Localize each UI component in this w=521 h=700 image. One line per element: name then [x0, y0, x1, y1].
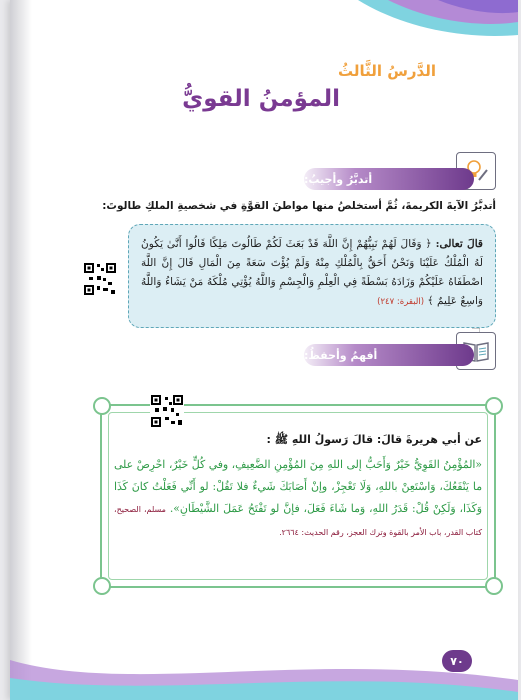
- hadith-source: مسلم، الصحيح، كتاب القدر، باب الأمر بالقوة وترك العجز، رقم الحديث: ٢٦٦٤.: [114, 505, 482, 537]
- section-heading-reflect: أتدبَّرُ وأجيبُ:: [304, 168, 474, 190]
- verse-text: ﴿ وَقَالَ لَهُمْ نَبِيُّهُمْ إِنَّ اللَّهَ قَدْ بَعَثَ لَكُمْ طَالُوتَ مَلِكًا قَالُوا أَنَّىٰ يَكُونُ لَهُ الْمُلْكُ عَلَيْنَا وَنَحْنُ أَحَقُّ بِالْمُلْكِ مِنْهُ وَلَمْ يُؤْتَ سَعَةً مِنَ الْمَالِ قَالَ إِنَّ اللَّهَ اصْطَفَاهُ عَلَيْكُمْ وَزَادَهُ بَسْطَةً فِي الْعِلْمِ وَالْجِسْمِ وَاللَّهُ يُؤْتِي مُلْكَهُ مَنْ يَشَاءُ وَاللَّهُ وَاسِعٌ عَلِيمٌ ﴾: [141, 238, 483, 307]
- page-spine: [10, 0, 32, 700]
- section-heading-understand: أفهمُ وأحفظُ:: [304, 344, 474, 366]
- verse-box: [128, 224, 496, 328]
- hadith-text: [114, 454, 482, 544]
- lesson-title: المؤمنُ القويُّ: [182, 86, 340, 112]
- hadith-body: «المُؤْمِنُ القَوِيُّ خَيْرٌ وَأَحَبُّ إلى اللهِ مِنَ المُؤْمِنِ الضَّعِيفِ، وفي كُلٍّ خَيْرٌ، احْرِصْ على ما يَنْفَعُكَ، وَاسْتَعِنْ باللهِ، وَلَا تَعْجِزْ، وإنْ أَصَابَكَ شَيءٌ فلا تَقُلْ: لو أَنِّي فَعَلْتُ كانَ كَذَا وَكَذَا، وَلَكِنْ قُلْ: قَدَرُ اللهِ، وَما شَاءَ فَعَلَ، فإنَّ لو تَفْتَحُ عَمَلَ الشَّيْطَانِ».: [114, 458, 483, 515]
- qr-code-icon[interactable]: [83, 262, 117, 300]
- bottom-decoration: [10, 640, 518, 700]
- textbook-page: [10, 0, 518, 700]
- qr-code-icon[interactable]: [150, 394, 184, 432]
- instruction-text: أتدبَّرُ الآيةَ الكريمةَ، ثُمَّ أستخلصُ منها مواطنَ القوَّةِ في شخصيةِ الملكِ طالوتَ:: [102, 200, 496, 212]
- lesson-label: الدَّرسُ الثَّالثُ: [337, 62, 436, 80]
- hadith-narrator: عن أبي هريرةَ قالَ: قالَ رَسولُ اللهِ ﷺ :: [266, 433, 482, 446]
- verse-reference: (البقرة: ٢٤٧): [377, 297, 425, 307]
- top-decoration: [318, 0, 518, 70]
- verse-lead: قالَ تعالى:: [435, 238, 483, 250]
- page-number: ٧٠: [442, 650, 472, 672]
